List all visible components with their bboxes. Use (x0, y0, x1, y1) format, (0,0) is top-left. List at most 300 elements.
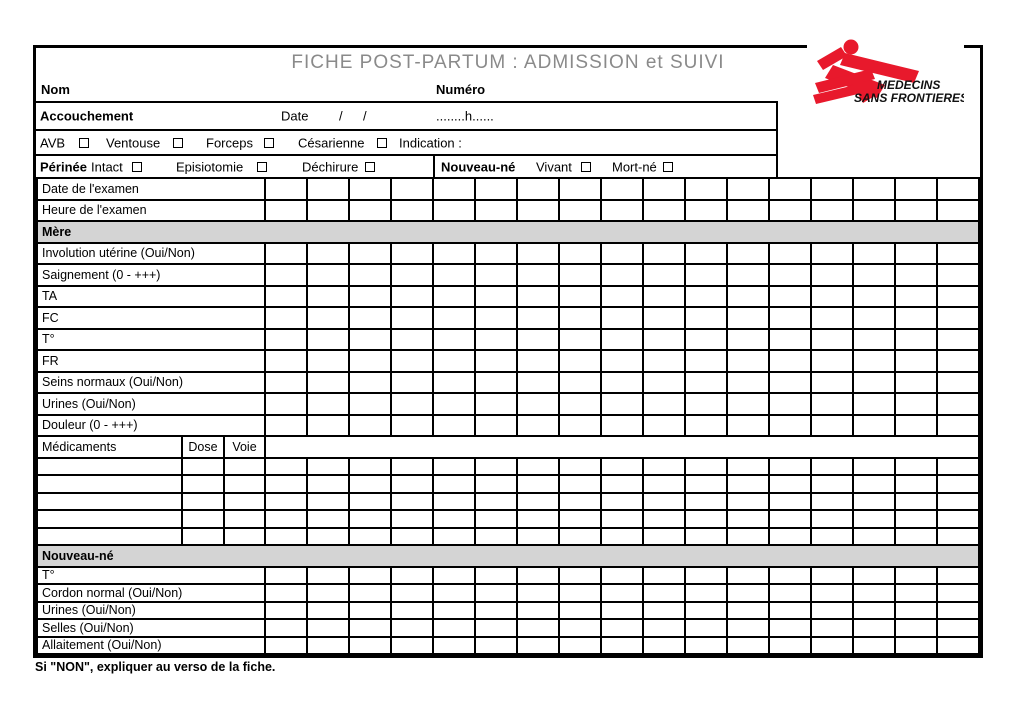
day-cell[interactable] (937, 602, 979, 620)
day-cell[interactable] (391, 637, 433, 655)
day-cell[interactable] (853, 637, 895, 655)
day-cell[interactable] (433, 200, 475, 222)
day-cell[interactable] (433, 637, 475, 655)
day-cell[interactable] (475, 584, 517, 602)
day-cell[interactable] (685, 264, 727, 286)
day-cell[interactable] (475, 178, 517, 200)
day-cell[interactable] (433, 264, 475, 286)
day-cell[interactable] (601, 393, 643, 415)
day-cell[interactable] (643, 393, 685, 415)
episiotomie-checkbox[interactable] (257, 162, 267, 172)
day-cell[interactable] (727, 178, 769, 200)
day-cell[interactable] (853, 567, 895, 585)
day-cell[interactable] (349, 350, 391, 372)
medication-voie-cell[interactable] (224, 458, 265, 476)
day-cell[interactable] (937, 637, 979, 655)
day-cell[interactable] (643, 475, 685, 493)
day-cell[interactable] (307, 637, 349, 655)
day-cell[interactable] (685, 458, 727, 476)
day-cell[interactable] (517, 619, 559, 637)
day-cell[interactable] (265, 475, 307, 493)
day-cell[interactable] (475, 350, 517, 372)
day-cell[interactable] (895, 350, 937, 372)
day-cell[interactable] (307, 286, 349, 308)
day-cell[interactable] (475, 458, 517, 476)
day-cell[interactable] (517, 584, 559, 602)
day-cell[interactable] (811, 619, 853, 637)
day-cell[interactable] (727, 350, 769, 372)
day-cell[interactable] (685, 567, 727, 585)
day-cell[interactable] (559, 393, 601, 415)
medication-voie-cell[interactable] (224, 528, 265, 546)
day-cell[interactable] (433, 307, 475, 329)
day-cell[interactable] (853, 350, 895, 372)
day-cell[interactable] (727, 510, 769, 528)
day-cell[interactable] (685, 200, 727, 222)
day-cell[interactable] (769, 584, 811, 602)
day-cell[interactable] (475, 243, 517, 265)
day-cell[interactable] (517, 372, 559, 394)
day-cell[interactable] (559, 602, 601, 620)
day-cell[interactable] (475, 637, 517, 655)
day-cell[interactable] (601, 528, 643, 546)
day-cell[interactable] (475, 528, 517, 546)
day-cell[interactable] (853, 493, 895, 511)
day-cell[interactable] (643, 619, 685, 637)
day-cell[interactable] (727, 200, 769, 222)
medication-name-cell[interactable] (37, 475, 182, 493)
day-cell[interactable] (307, 350, 349, 372)
day-cell[interactable] (559, 637, 601, 655)
day-cell[interactable] (727, 393, 769, 415)
day-cell[interactable] (685, 475, 727, 493)
day-cell[interactable] (349, 307, 391, 329)
day-cell[interactable] (391, 458, 433, 476)
day-cell[interactable] (307, 458, 349, 476)
day-cell[interactable] (391, 584, 433, 602)
day-cell[interactable] (937, 528, 979, 546)
day-cell[interactable] (643, 350, 685, 372)
day-cell[interactable] (475, 567, 517, 585)
day-cell[interactable] (853, 200, 895, 222)
day-cell[interactable] (727, 307, 769, 329)
day-cell[interactable] (265, 200, 307, 222)
day-cell[interactable] (727, 329, 769, 351)
day-cell[interactable] (517, 637, 559, 655)
day-cell[interactable] (769, 602, 811, 620)
day-cell[interactable] (727, 264, 769, 286)
day-cell[interactable] (853, 372, 895, 394)
day-cell[interactable] (391, 178, 433, 200)
day-cell[interactable] (391, 200, 433, 222)
day-cell[interactable] (895, 329, 937, 351)
day-cell[interactable] (265, 510, 307, 528)
day-cell[interactable] (853, 510, 895, 528)
day-cell[interactable] (937, 619, 979, 637)
day-cell[interactable] (769, 200, 811, 222)
day-cell[interactable] (559, 264, 601, 286)
day-cell[interactable] (937, 264, 979, 286)
day-cell[interactable] (517, 329, 559, 351)
day-cell[interactable] (769, 329, 811, 351)
day-cell[interactable] (433, 510, 475, 528)
day-cell[interactable] (391, 510, 433, 528)
day-cell[interactable] (769, 393, 811, 415)
day-cell[interactable] (601, 329, 643, 351)
day-cell[interactable] (685, 178, 727, 200)
day-cell[interactable] (517, 602, 559, 620)
day-cell[interactable] (895, 510, 937, 528)
day-cell[interactable] (349, 458, 391, 476)
day-cell[interactable] (937, 286, 979, 308)
day-cell[interactable] (265, 178, 307, 200)
day-cell[interactable] (349, 264, 391, 286)
day-cell[interactable] (853, 528, 895, 546)
day-cell[interactable] (391, 619, 433, 637)
day-cell[interactable] (433, 493, 475, 511)
day-cell[interactable] (601, 243, 643, 265)
day-cell[interactable] (265, 307, 307, 329)
day-cell[interactable] (727, 493, 769, 511)
day-cell[interactable] (895, 493, 937, 511)
day-cell[interactable] (811, 200, 853, 222)
day-cell[interactable] (811, 475, 853, 493)
day-cell[interactable] (685, 350, 727, 372)
day-cell[interactable] (685, 510, 727, 528)
day-cell[interactable] (307, 178, 349, 200)
day-cell[interactable] (895, 458, 937, 476)
day-cell[interactable] (853, 619, 895, 637)
day-cell[interactable] (601, 567, 643, 585)
day-cell[interactable] (559, 200, 601, 222)
day-cell[interactable] (307, 602, 349, 620)
day-cell[interactable] (811, 243, 853, 265)
day-cell[interactable] (895, 243, 937, 265)
day-cell[interactable] (685, 393, 727, 415)
day-cell[interactable] (727, 458, 769, 476)
day-cell[interactable] (727, 475, 769, 493)
day-cell[interactable] (853, 584, 895, 602)
day-cell[interactable] (811, 458, 853, 476)
day-cell[interactable] (475, 286, 517, 308)
day-cell[interactable] (937, 307, 979, 329)
day-cell[interactable] (349, 243, 391, 265)
day-cell[interactable] (349, 528, 391, 546)
day-cell[interactable] (643, 584, 685, 602)
day-cell[interactable] (853, 415, 895, 437)
day-cell[interactable] (895, 200, 937, 222)
day-cell[interactable] (769, 619, 811, 637)
day-cell[interactable] (811, 567, 853, 585)
day-cell[interactable] (601, 510, 643, 528)
day-cell[interactable] (307, 243, 349, 265)
medication-dose-cell[interactable] (182, 475, 224, 493)
day-cell[interactable] (685, 584, 727, 602)
medication-name-cell[interactable] (37, 528, 182, 546)
day-cell[interactable] (769, 493, 811, 511)
day-cell[interactable] (811, 637, 853, 655)
day-cell[interactable] (811, 493, 853, 511)
day-cell[interactable] (349, 637, 391, 655)
day-cell[interactable] (895, 178, 937, 200)
day-cell[interactable] (265, 415, 307, 437)
day-cell[interactable] (559, 510, 601, 528)
day-cell[interactable] (433, 350, 475, 372)
day-cell[interactable] (433, 286, 475, 308)
day-cell[interactable] (601, 493, 643, 511)
day-cell[interactable] (811, 393, 853, 415)
day-cell[interactable] (307, 307, 349, 329)
medication-voie-cell[interactable] (224, 493, 265, 511)
day-cell[interactable] (307, 493, 349, 511)
avb-checkbox[interactable] (79, 138, 89, 148)
day-cell[interactable] (853, 307, 895, 329)
day-cell[interactable] (517, 475, 559, 493)
day-cell[interactable] (601, 458, 643, 476)
day-cell[interactable] (853, 329, 895, 351)
day-cell[interactable] (265, 584, 307, 602)
day-cell[interactable] (265, 493, 307, 511)
day-cell[interactable] (685, 243, 727, 265)
day-cell[interactable] (517, 567, 559, 585)
day-cell[interactable] (559, 475, 601, 493)
day-cell[interactable] (601, 307, 643, 329)
day-cell[interactable] (643, 415, 685, 437)
day-cell[interactable] (559, 493, 601, 511)
medication-name-cell[interactable] (37, 493, 182, 511)
day-cell[interactable] (601, 602, 643, 620)
day-cell[interactable] (853, 264, 895, 286)
day-cell[interactable] (853, 475, 895, 493)
day-cell[interactable] (559, 619, 601, 637)
day-cell[interactable] (937, 393, 979, 415)
day-cell[interactable] (517, 243, 559, 265)
day-cell[interactable] (895, 307, 937, 329)
medication-dose-cell[interactable] (182, 493, 224, 511)
day-cell[interactable] (937, 567, 979, 585)
day-cell[interactable] (433, 329, 475, 351)
day-cell[interactable] (391, 286, 433, 308)
day-cell[interactable] (895, 619, 937, 637)
day-cell[interactable] (265, 602, 307, 620)
day-cell[interactable] (433, 528, 475, 546)
day-cell[interactable] (937, 200, 979, 222)
day-cell[interactable] (937, 415, 979, 437)
day-cell[interactable] (433, 602, 475, 620)
day-cell[interactable] (349, 372, 391, 394)
day-cell[interactable] (517, 264, 559, 286)
day-cell[interactable] (727, 567, 769, 585)
day-cell[interactable] (685, 286, 727, 308)
day-cell[interactable] (349, 493, 391, 511)
day-cell[interactable] (517, 178, 559, 200)
day-cell[interactable] (391, 372, 433, 394)
day-cell[interactable] (601, 637, 643, 655)
day-cell[interactable] (349, 475, 391, 493)
day-cell[interactable] (727, 243, 769, 265)
day-cell[interactable] (769, 510, 811, 528)
day-cell[interactable] (811, 286, 853, 308)
day-cell[interactable] (517, 200, 559, 222)
medicaments-span-cell[interactable] (265, 436, 979, 458)
day-cell[interactable] (769, 415, 811, 437)
day-cell[interactable] (643, 510, 685, 528)
day-cell[interactable] (265, 350, 307, 372)
day-cell[interactable] (517, 415, 559, 437)
medication-voie-cell[interactable] (224, 510, 265, 528)
day-cell[interactable] (517, 350, 559, 372)
day-cell[interactable] (307, 329, 349, 351)
day-cell[interactable] (853, 243, 895, 265)
day-cell[interactable] (433, 372, 475, 394)
day-cell[interactable] (937, 372, 979, 394)
day-cell[interactable] (601, 178, 643, 200)
day-cell[interactable] (475, 475, 517, 493)
day-cell[interactable] (517, 286, 559, 308)
day-cell[interactable] (265, 637, 307, 655)
medication-dose-cell[interactable] (182, 528, 224, 546)
day-cell[interactable] (727, 372, 769, 394)
day-cell[interactable] (769, 458, 811, 476)
day-cell[interactable] (559, 528, 601, 546)
day-cell[interactable] (265, 393, 307, 415)
day-cell[interactable] (517, 458, 559, 476)
day-cell[interactable] (937, 458, 979, 476)
day-cell[interactable] (895, 264, 937, 286)
day-cell[interactable] (811, 584, 853, 602)
day-cell[interactable] (895, 528, 937, 546)
day-cell[interactable] (433, 619, 475, 637)
day-cell[interactable] (265, 264, 307, 286)
day-cell[interactable] (811, 350, 853, 372)
day-cell[interactable] (349, 567, 391, 585)
day-cell[interactable] (685, 602, 727, 620)
day-cell[interactable] (769, 350, 811, 372)
day-cell[interactable] (349, 200, 391, 222)
day-cell[interactable] (685, 637, 727, 655)
day-cell[interactable] (517, 393, 559, 415)
day-cell[interactable] (307, 510, 349, 528)
day-cell[interactable] (601, 286, 643, 308)
day-cell[interactable] (475, 493, 517, 511)
day-cell[interactable] (643, 567, 685, 585)
day-cell[interactable] (643, 602, 685, 620)
day-cell[interactable] (895, 393, 937, 415)
day-cell[interactable] (349, 510, 391, 528)
day-cell[interactable] (475, 415, 517, 437)
mort-ne-checkbox[interactable] (663, 162, 673, 172)
day-cell[interactable] (265, 243, 307, 265)
day-cell[interactable] (559, 567, 601, 585)
day-cell[interactable] (559, 350, 601, 372)
day-cell[interactable] (559, 415, 601, 437)
day-cell[interactable] (853, 286, 895, 308)
day-cell[interactable] (853, 458, 895, 476)
day-cell[interactable] (643, 528, 685, 546)
day-cell[interactable] (307, 372, 349, 394)
day-cell[interactable] (433, 393, 475, 415)
day-cell[interactable] (643, 200, 685, 222)
day-cell[interactable] (265, 528, 307, 546)
day-cell[interactable] (853, 602, 895, 620)
day-cell[interactable] (433, 475, 475, 493)
day-cell[interactable] (391, 415, 433, 437)
day-cell[interactable] (643, 329, 685, 351)
ventouse-checkbox[interactable] (173, 138, 183, 148)
day-cell[interactable] (727, 637, 769, 655)
day-cell[interactable] (895, 286, 937, 308)
day-cell[interactable] (601, 372, 643, 394)
day-cell[interactable] (727, 619, 769, 637)
day-cell[interactable] (811, 329, 853, 351)
day-cell[interactable] (769, 264, 811, 286)
day-cell[interactable] (391, 393, 433, 415)
day-cell[interactable] (685, 372, 727, 394)
day-cell[interactable] (895, 372, 937, 394)
day-cell[interactable] (811, 602, 853, 620)
day-cell[interactable] (559, 243, 601, 265)
day-cell[interactable] (307, 567, 349, 585)
day-cell[interactable] (391, 243, 433, 265)
intact-checkbox[interactable] (132, 162, 142, 172)
day-cell[interactable] (937, 350, 979, 372)
day-cell[interactable] (349, 415, 391, 437)
day-cell[interactable] (475, 329, 517, 351)
day-cell[interactable] (391, 567, 433, 585)
day-cell[interactable] (349, 619, 391, 637)
day-cell[interactable] (601, 200, 643, 222)
day-cell[interactable] (895, 637, 937, 655)
day-cell[interactable] (769, 286, 811, 308)
day-cell[interactable] (853, 178, 895, 200)
day-cell[interactable] (685, 415, 727, 437)
day-cell[interactable] (769, 178, 811, 200)
day-cell[interactable] (475, 307, 517, 329)
day-cell[interactable] (811, 528, 853, 546)
day-cell[interactable] (517, 307, 559, 329)
day-cell[interactable] (349, 286, 391, 308)
day-cell[interactable] (937, 584, 979, 602)
day-cell[interactable] (307, 475, 349, 493)
day-cell[interactable] (811, 415, 853, 437)
day-cell[interactable] (769, 307, 811, 329)
day-cell[interactable] (895, 567, 937, 585)
day-cell[interactable] (391, 475, 433, 493)
day-cell[interactable] (265, 329, 307, 351)
day-cell[interactable] (727, 415, 769, 437)
day-cell[interactable] (601, 619, 643, 637)
day-cell[interactable] (685, 493, 727, 511)
day-cell[interactable] (685, 619, 727, 637)
day-cell[interactable] (349, 393, 391, 415)
day-cell[interactable] (811, 372, 853, 394)
day-cell[interactable] (391, 329, 433, 351)
day-cell[interactable] (769, 243, 811, 265)
day-cell[interactable] (559, 584, 601, 602)
day-cell[interactable] (727, 528, 769, 546)
day-cell[interactable] (391, 602, 433, 620)
day-cell[interactable] (559, 307, 601, 329)
day-cell[interactable] (937, 243, 979, 265)
day-cell[interactable] (265, 286, 307, 308)
day-cell[interactable] (643, 458, 685, 476)
medication-voie-cell[interactable] (224, 475, 265, 493)
day-cell[interactable] (307, 393, 349, 415)
day-cell[interactable] (937, 329, 979, 351)
day-cell[interactable] (433, 458, 475, 476)
day-cell[interactable] (643, 286, 685, 308)
day-cell[interactable] (643, 493, 685, 511)
